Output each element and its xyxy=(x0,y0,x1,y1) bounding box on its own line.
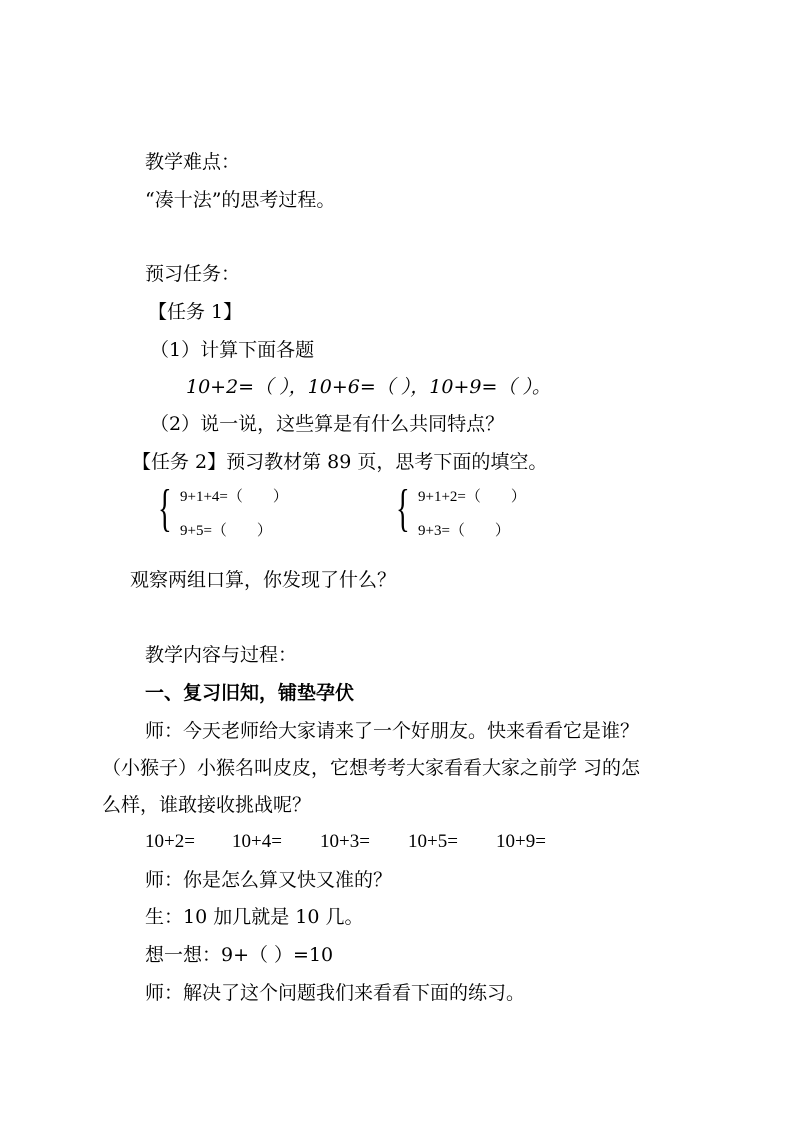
difficulty-heading: 教学难点： xyxy=(145,151,241,173)
paragraph-6: 想一想：9+（ ）=10 xyxy=(145,944,334,966)
paragraph-3: 么样，谁敢接收挑战呢？ xyxy=(102,794,312,816)
group2-row2: 9+3=（ ） xyxy=(418,523,510,539)
task1-question-2: （2）说一说，这些算是有什么共同特点？ xyxy=(150,413,505,435)
task2-line: 【任务 2】预习教材第 89 页，思考下面的填空。 xyxy=(132,451,548,473)
difficulty-text: “凑十法”的思考过程。 xyxy=(145,189,336,211)
task1-expressions: 10+2=（ ），10+6=（ ），10+9=（ ）。 xyxy=(186,376,551,398)
content-heading: 教学内容与过程： xyxy=(145,644,298,666)
group1-row1: 9+1+4=（ ） xyxy=(180,489,288,505)
group2-row1: 9+1+2=（ ） xyxy=(418,489,526,505)
section1-heading: 一、复习旧知，铺垫孕伏 xyxy=(145,682,355,704)
task1-label: 【任务 1】 xyxy=(148,301,243,323)
paragraph-4: 师：你是怎么算又快又准的？ xyxy=(145,869,393,891)
paragraph-2: （小猴子）小猴名叫皮皮，它想考考大家看看大家之前学 习的怎 xyxy=(102,757,641,779)
arith-item: 10+5= xyxy=(408,831,458,852)
group2-brace: { xyxy=(396,480,410,537)
arith-item: 10+2= xyxy=(145,831,195,852)
task1-question-1: （1）计算下面各题 xyxy=(150,339,315,361)
arithmetic-row xyxy=(145,830,546,854)
paragraph-7: 师：解决了这个问题我们来看看下面的练习。 xyxy=(145,982,526,1004)
group1-row2: 9+5=（ ） xyxy=(180,523,272,539)
preview-heading: 预习任务： xyxy=(145,263,241,285)
paragraph-1: 师：今天老师给大家请来了一个好朋友。快来看看它是谁？ xyxy=(145,720,640,742)
arith-item: 10+9= xyxy=(496,831,546,852)
paragraph-5: 生：10 加几就是 10 几。 xyxy=(145,906,364,928)
group1-brace: { xyxy=(158,480,172,537)
arith-item: 10+4= xyxy=(232,831,282,852)
observe-question: 观察两组口算，你发现了什么？ xyxy=(130,569,397,591)
arith-item: 10+3= xyxy=(320,831,370,852)
